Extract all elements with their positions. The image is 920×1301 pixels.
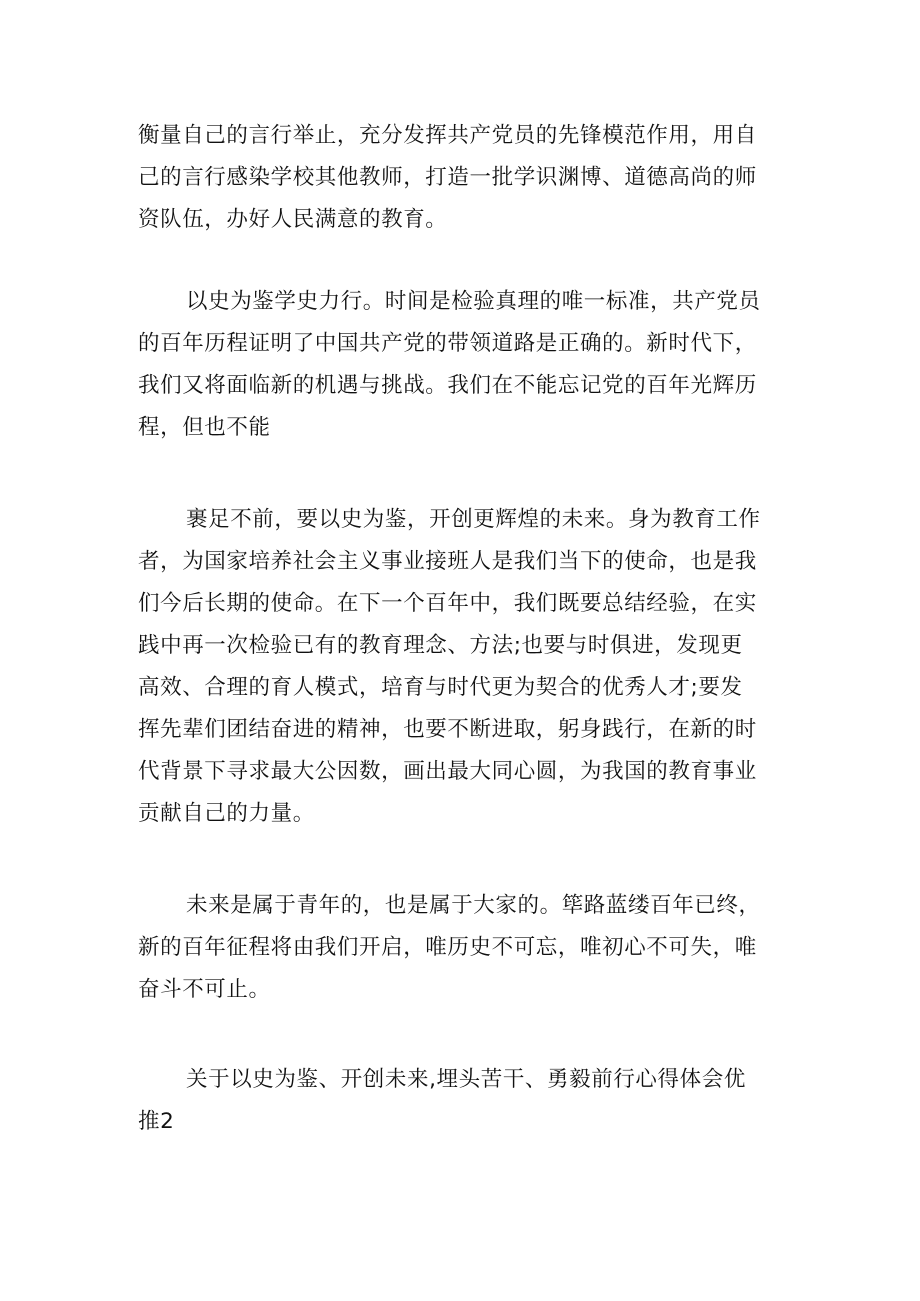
paragraph-line: 程，但也不能: [138, 415, 271, 440]
paragraph-line: 我们又将面临新的机遇与挑战。我们在不能忘记党的百年光辉历: [138, 373, 757, 398]
paragraph-2: [138, 281, 798, 449]
paragraph-line: 者，为国家培养社会主义事业接班人是我们当下的使命，也是我: [138, 549, 757, 574]
paragraph-line: 高效、合理的育人模式，培育与时代更为契合的优秀人才;要发: [138, 675, 743, 700]
section-heading: [138, 1059, 798, 1143]
heading-line: 推2: [138, 1109, 175, 1134]
heading-line: 关于以史为鉴、开创未来,埋头苦干、勇毅前行心得体会优: [186, 1067, 746, 1092]
paragraph-line: 挥先辈们团结奋进的精神，也要不断进取，躬身践行，在新的时: [138, 717, 757, 742]
paragraph-line: 贡献自己的力量。: [138, 801, 315, 826]
paragraph-line: 的百年历程证明了中国共产党的带领道路是正确的。新时代下，: [138, 331, 757, 356]
paragraph-line: 奋斗不可止。: [138, 977, 271, 1002]
paragraph-line: 衡量自己的言行举止，充分发挥共产党员的先锋模范作用，用自: [138, 123, 757, 148]
paragraph-3: [138, 499, 798, 835]
paragraph-line: 践中再一次检验已有的教育理念、方法;也要与时俱进，发现更: [138, 633, 743, 658]
paragraph-1: [138, 115, 798, 241]
paragraph-line: 裹足不前，要以史为鉴，开创更辉煌的未来。身为教育工作: [186, 507, 761, 532]
paragraph-line: 以史为鉴学史力行。时间是检验真理的唯一标准，共产党员: [186, 289, 761, 314]
paragraph-line: 己的言行感染学校其他教师，打造一批学识渊博、道德高尚的师: [138, 165, 757, 190]
paragraph-4: [138, 885, 798, 1011]
paragraph-line: 资队伍，办好人民满意的教育。: [138, 207, 448, 232]
paragraph-line: 们今后长期的使命。在下一个百年中，我们既要总结经验，在实: [138, 591, 757, 616]
paragraph-line: 新的百年征程将由我们开启，唯历史不可忘，唯初心不可失，唯: [138, 935, 757, 960]
paragraph-line: 未来是属于青年的，也是属于大家的。筚路蓝缕百年已终，: [186, 893, 761, 918]
paragraph-line: 代背景下寻求最大公因数，画出最大同心圆，为我国的教育事业: [138, 759, 757, 784]
